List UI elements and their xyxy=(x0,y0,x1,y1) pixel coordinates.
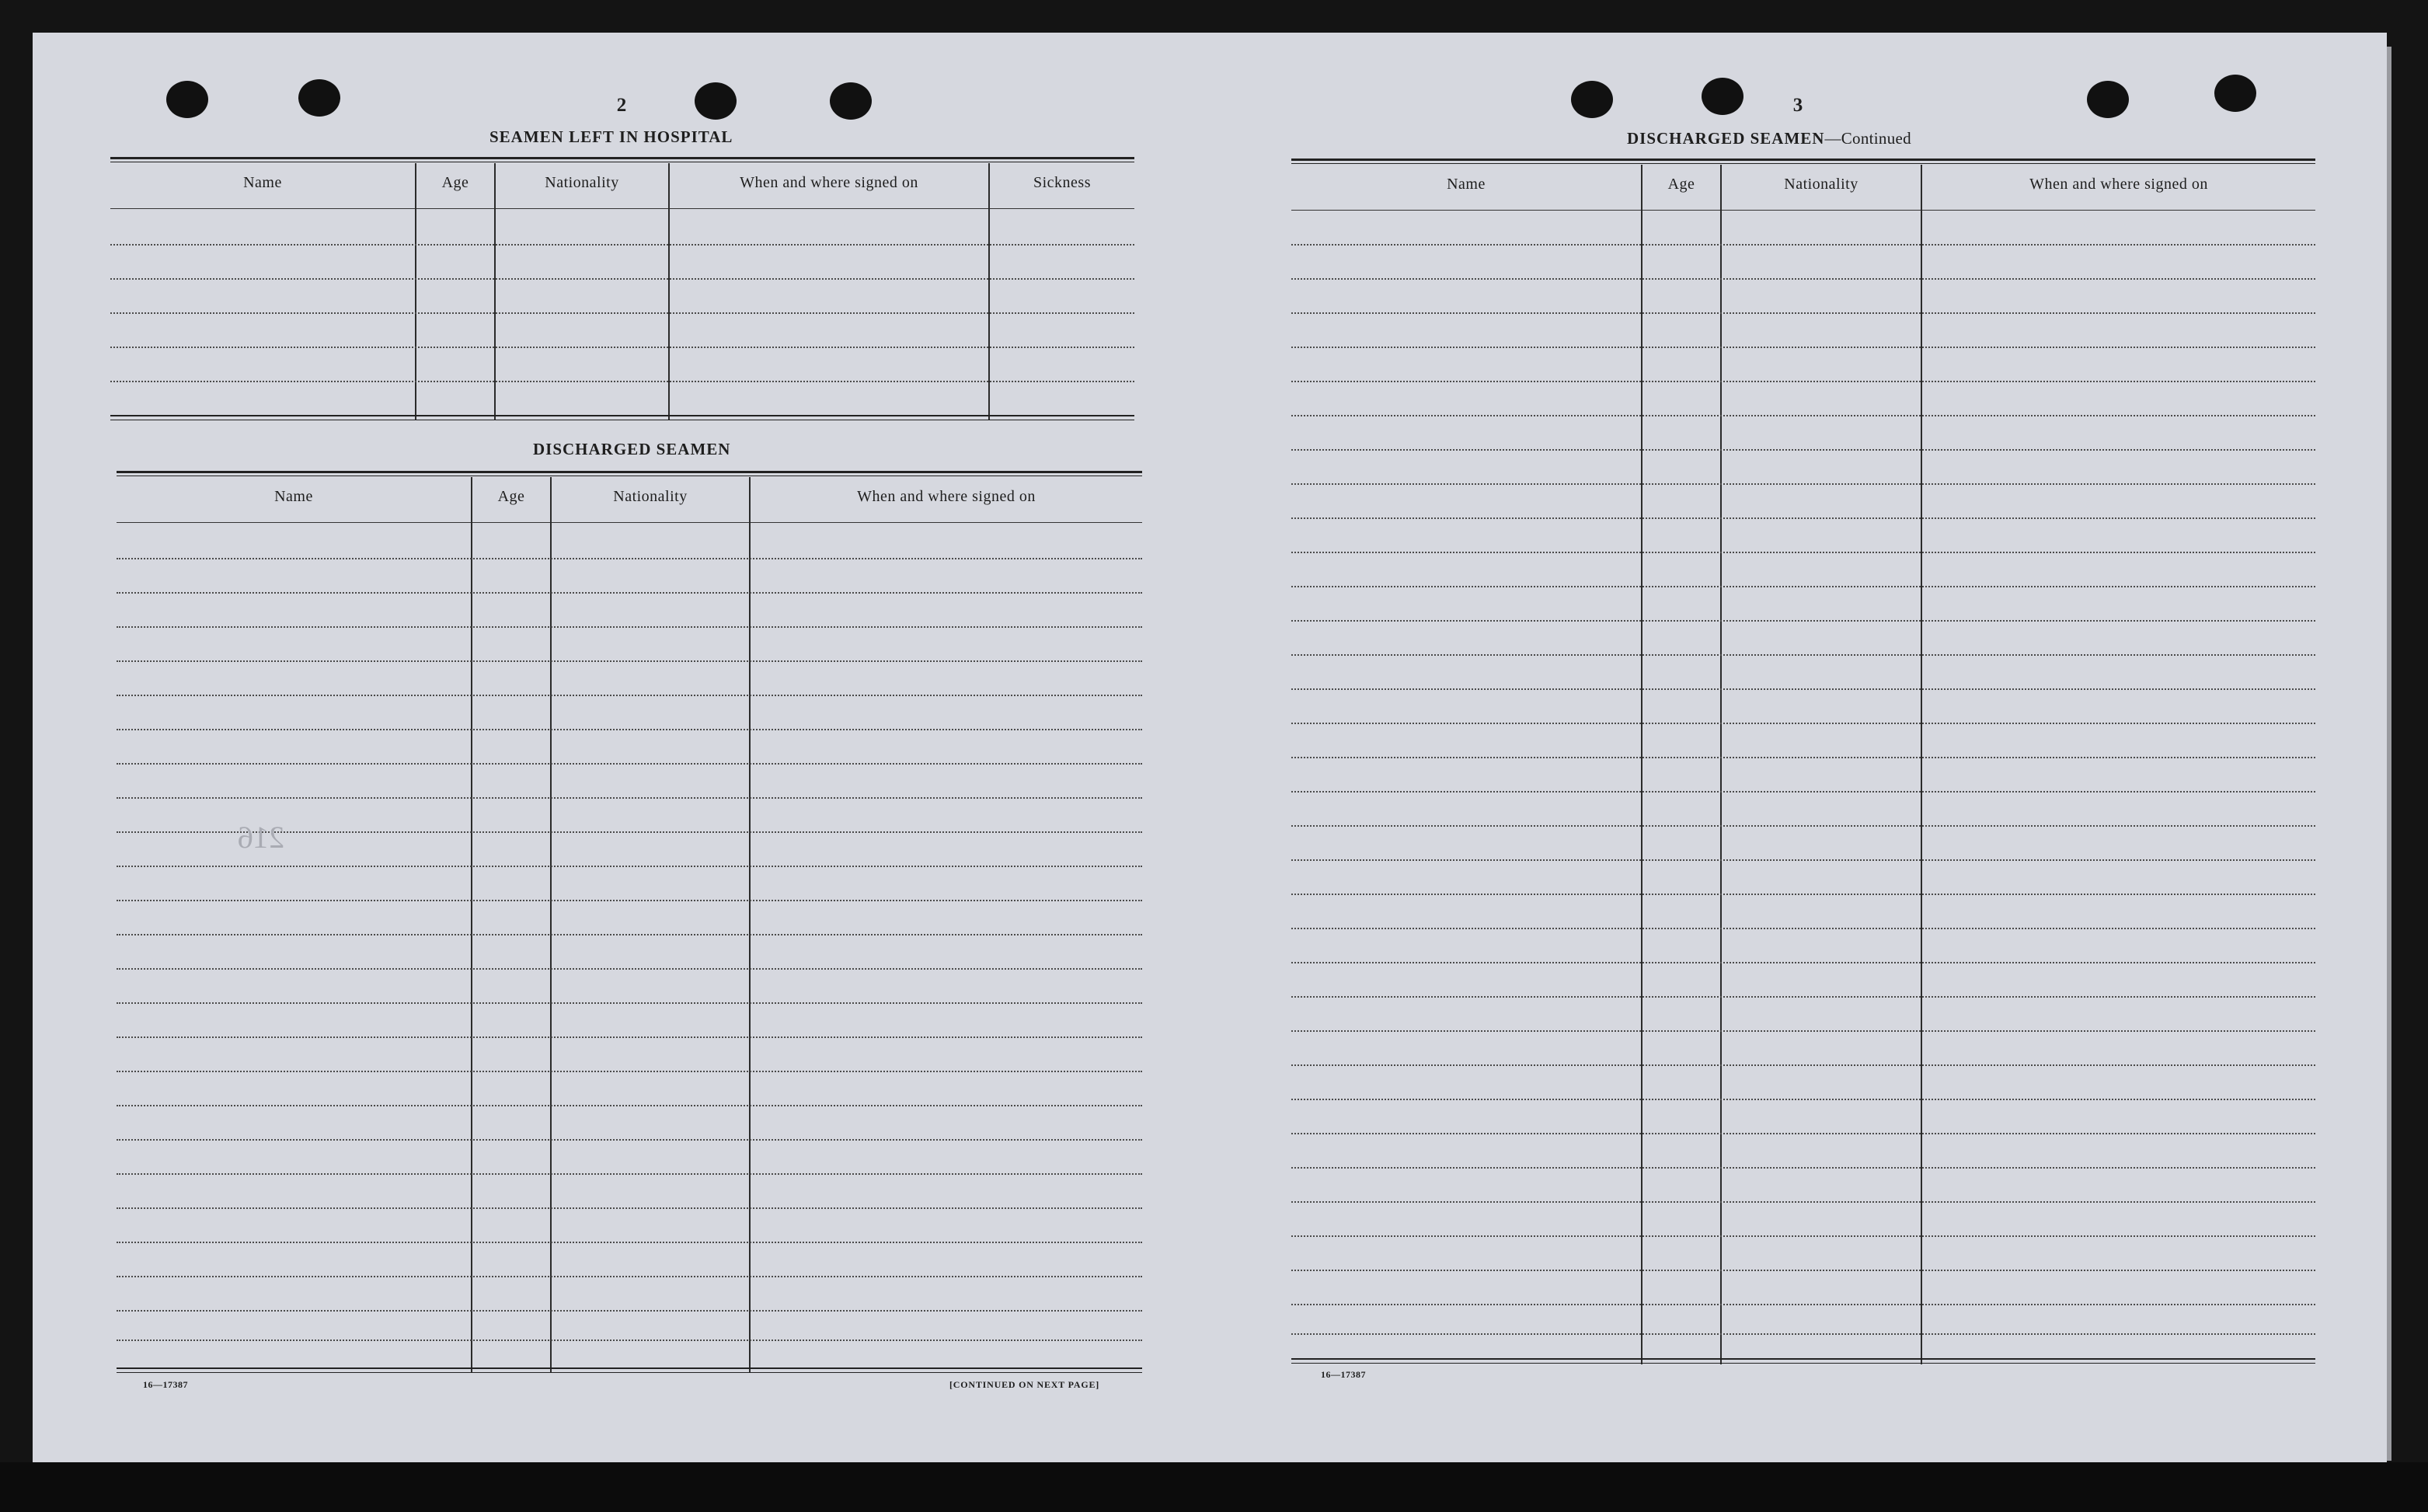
section-title-suffix: —Continued xyxy=(1824,129,1911,148)
column-header-nationality: Nationality xyxy=(545,174,619,191)
punch-hole xyxy=(830,82,872,120)
discharged-table-right xyxy=(1291,159,2315,1364)
form-number-left: 16—17387 xyxy=(143,1379,188,1390)
punch-hole xyxy=(2214,75,2256,112)
section-title-text: DISCHARGED SEAMEN xyxy=(1627,129,1825,148)
page-number-left: 2 xyxy=(616,95,627,116)
punch-hole xyxy=(2087,81,2129,118)
punch-hole xyxy=(298,79,340,117)
column-header-name: Name xyxy=(243,174,282,191)
bleed-through-mark: 216 xyxy=(238,820,284,855)
column-header-sickness: Sickness xyxy=(1033,174,1091,191)
column-header-nationality: Nationality xyxy=(1784,176,1858,193)
column-header-age: Age xyxy=(441,174,469,191)
discharged-table-left xyxy=(117,471,1142,1372)
discharged-section-title-right xyxy=(1627,129,1911,148)
punch-hole xyxy=(1702,78,1743,115)
form-number-right: 16—17387 xyxy=(1321,1369,1366,1380)
column-header-nationality: Nationality xyxy=(613,488,688,505)
continued-note: [CONTINUED ON NEXT PAGE] xyxy=(949,1379,1100,1390)
column-header-name: Name xyxy=(1447,176,1486,193)
scan-bottom-border xyxy=(0,1462,2428,1512)
page-number-right: 3 xyxy=(1792,95,1803,116)
page-edge-shadow xyxy=(2387,47,2391,1461)
hospital-section-title: SEAMEN LEFT IN HOSPITAL xyxy=(489,127,733,146)
column-header-age: Age xyxy=(1667,176,1695,193)
column-header-name: Name xyxy=(274,488,313,505)
column-header-signed-on: When and where signed on xyxy=(857,488,1036,505)
discharged-section-title-left: DISCHARGED SEAMEN xyxy=(533,440,731,458)
column-header-signed-on: When and where signed on xyxy=(2029,176,2208,193)
punch-hole xyxy=(695,82,737,120)
column-header-signed-on: When and where signed on xyxy=(740,174,918,191)
punch-hole xyxy=(166,81,208,118)
punch-hole xyxy=(1571,81,1613,118)
hospital-table xyxy=(110,157,1134,420)
column-header-age: Age xyxy=(497,488,525,505)
